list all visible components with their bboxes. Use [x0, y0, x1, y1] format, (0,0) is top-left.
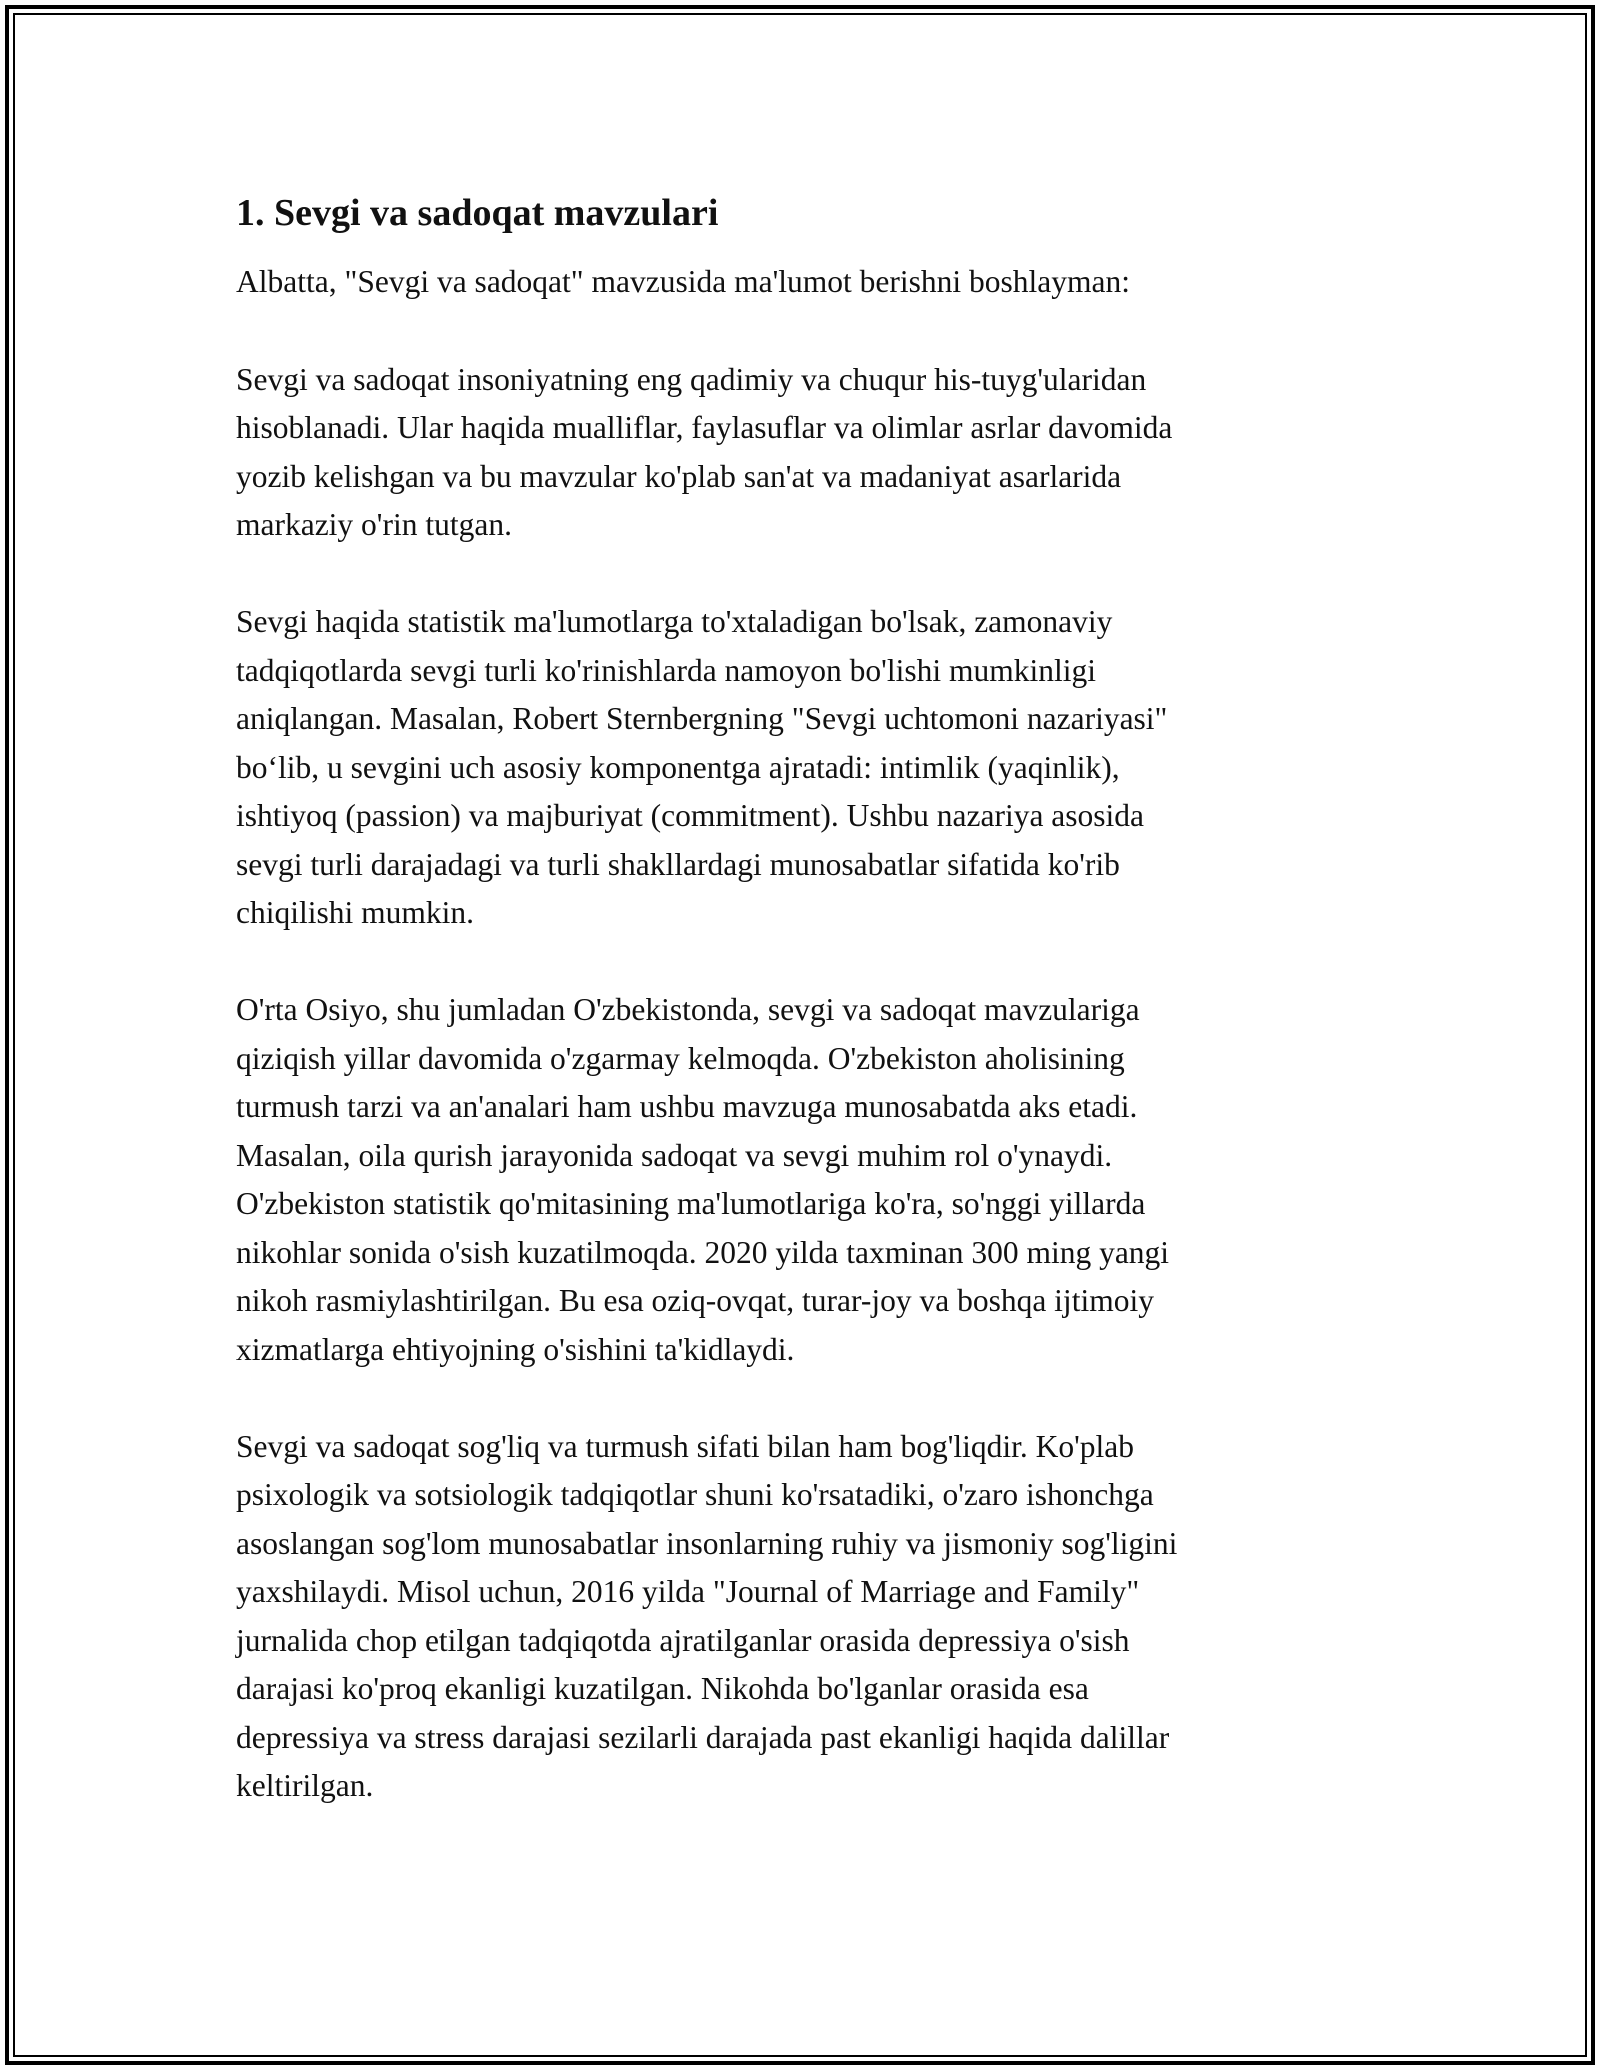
text-line: aniqlangan. Masalan, Robert Sternbergning "Sevgi uchtomoni nazariyasi" [236, 701, 1168, 736]
text-line: depressiya va stress darajasi sezilarli darajada past ekanligi haqida dalillar [236, 1719, 1170, 1755]
text-line: qiziqish yillar davomida o'zgarmay kelmoqda. O'zbekiston aholisining [236, 1040, 1125, 1076]
text-line: hisoblanadi. Ular haqida mualliflar, faylasuflar va olimlar asrlar davomida [236, 410, 1173, 445]
body-paragraph [236, 986, 1366, 1374]
text-line: Sevgi va sadoqat insoniyatning eng qadimiy va chuqur his-tuyg'ularidan [236, 361, 1147, 397]
text-line: O'zbekiston statistik qo'mitasining ma'lumotlariga ko'ra, so'nggi yillarda [236, 1186, 1146, 1221]
body-paragraph [236, 356, 1366, 550]
intro-paragraph: Albatta, "Sevgi va sadoqat" mavzusida ma'lumot berishni boshlayman: [236, 264, 1130, 299]
text-line: tadqiqotlarda sevgi turli ko'rinishlarda namoyon bo'lishi mumkinligi [236, 652, 1096, 688]
text-line: ishtiyoq (passion) va majburiyat (commitment). Ushbu nazariya asosida [236, 798, 1145, 833]
text-line: keltirilgan. [236, 1768, 374, 1803]
text-line: nikoh rasmiylashtirilgan. Bu esa oziq-ovqat, turar-joy va boshqa ijtimoiy [236, 1283, 1154, 1318]
text-line: Sevgi haqida statistik ma'lumotlarga to'xtaladigan bo'lsak, zamonaviy [236, 604, 1113, 639]
text-line: Masalan, oila qurish jarayonida sadoqat va sevgi muhim rol o'ynaydi. [236, 1137, 1113, 1173]
text-line: sevgi turli darajadagi va turli shakllardagi munosabatlar sifatida ko'rib [236, 846, 1120, 882]
text-line: bo‘lib, u sevgini uch asosiy komponentga ajratadi: intimlik (yaqinlik), [236, 749, 1120, 785]
document-title: 1. Sevgi va sadoqat mavzulari [236, 192, 719, 234]
body-paragraphs [236, 356, 1366, 1811]
text-line: jurnalida chop etilgan tadqiqotda ajratilganlar orasida depressiya o'sish [236, 1622, 1130, 1658]
text-line: yaxshilaydi. Misol uchun, 2016 yilda "Journal of Marriage and Family" [236, 1574, 1140, 1609]
text-line: chiqilishi mumkin. [236, 895, 475, 930]
text-line: markaziy o'rin tutgan. [236, 507, 512, 542]
text-line: asoslangan sog'lom munosabatlar insonlarning ruhiy va jismoniy sog'ligini [236, 1525, 1178, 1561]
text-line: nikohlar sonida o'sish kuzatilmoqda. 2020 yilda taxminan 300 ming yangi [236, 1234, 1170, 1270]
text-line: Sevgi va sadoqat sog'liq va turmush sifati bilan ham bog'liqdir. Ko'plab [236, 1428, 1135, 1464]
text-line: yozib kelishgan va bu mavzular ko'plab san'at va madaniyat asarlarida [236, 458, 1122, 494]
text-line: psixologik va sotsiologik tadqiqotlar shuni ko'rsatadiki, o'zaro ishonchga [236, 1477, 1154, 1512]
document-page [236, 188, 1366, 1859]
text-line: darajasi ko'proq ekanligi kuzatilgan. Nikohda bo'lganlar orasida esa [236, 1671, 1089, 1706]
body-paragraph [236, 1423, 1366, 1811]
text-line: xizmatlarga ehtiyojning o'sishini ta'kidlaydi. [236, 1331, 795, 1367]
text-line: turmush tarzi va an'analari ham ushbu mavzuga munosabatda aks etadi. [236, 1089, 1138, 1124]
text-line: O'rta Osiyo, shu jumladan O'zbekistonda, sevgi va sadoqat mavzulariga [236, 992, 1140, 1027]
body-paragraph [236, 598, 1366, 938]
